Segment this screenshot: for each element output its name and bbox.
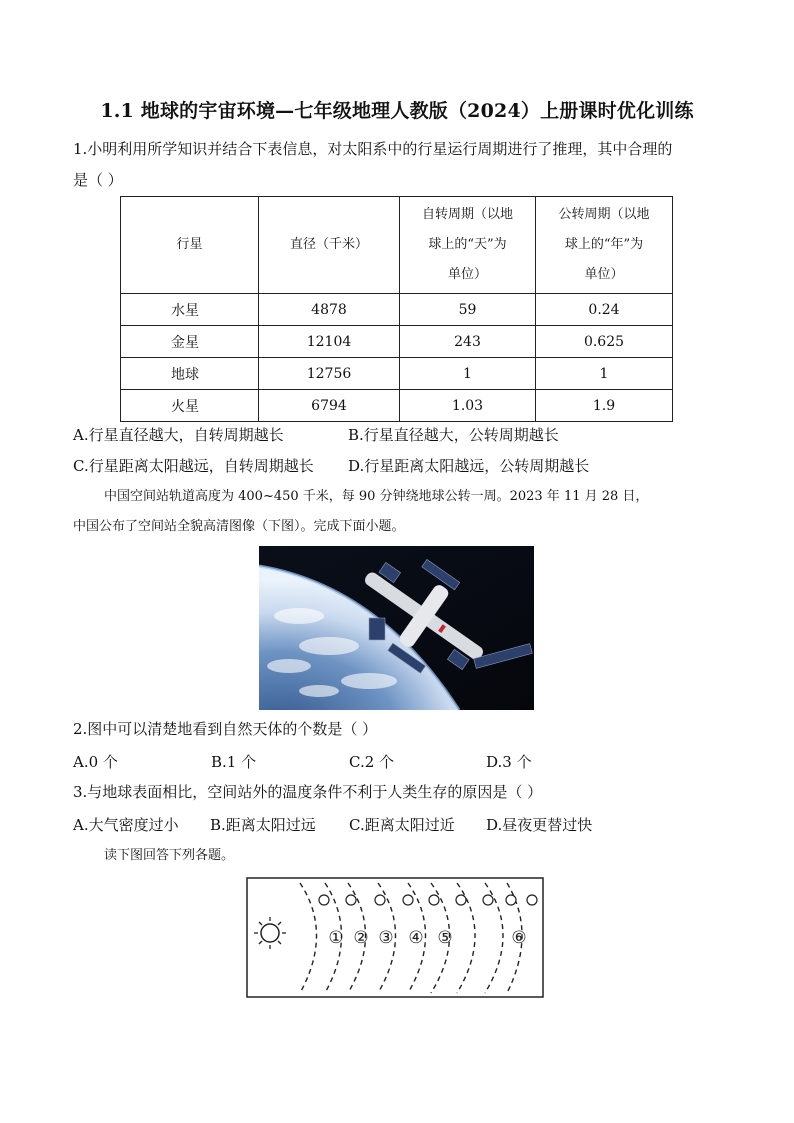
cell-name: 金星 [121, 326, 259, 358]
cell-diameter: 12756 [259, 358, 400, 390]
cell-name: 火星 [121, 390, 259, 422]
cell-rotation: 59 [400, 294, 536, 326]
space-station-illustration [259, 546, 534, 710]
q2-option-d: D.3 个 [486, 753, 532, 771]
cell-diameter: 4878 [259, 294, 400, 326]
planet-label-5: ⑤ [437, 928, 453, 948]
cell-revolution: 0.24 [536, 294, 673, 326]
table-row [121, 294, 673, 326]
cell-diameter: 6794 [259, 390, 400, 422]
q1-option-b: B.行星直径越大，公转周期越长 [348, 426, 559, 444]
q2-option-c: C.2 个 [349, 753, 395, 771]
planet-label-6: ⑥ [511, 928, 527, 948]
q3-option-d: D.昼夜更替过快 [486, 816, 593, 834]
cell-rotation: 1 [400, 358, 536, 390]
passage1-line2: 中国公布了空间站全貌高清图像（下图）。完成下面小题。 [73, 519, 405, 534]
planet-table [120, 196, 673, 422]
q1-stem-line2: 是（ ） [73, 171, 123, 189]
q3-option-a: A.大气密度过小 [73, 816, 179, 834]
q2-stem: 2.图中可以清楚地看到自然天体的个数是（ ） [73, 720, 378, 738]
cell-revolution: 1.9 [536, 390, 673, 422]
header-rotation: 自转周期（以地 球上的“天”为 单位） [400, 197, 536, 294]
q1-option-a: A.行星直径越大，自转周期越长 [73, 426, 284, 444]
table-row [121, 390, 673, 422]
cell-rotation: 243 [400, 326, 536, 358]
planet-label-2: ② [353, 928, 369, 948]
q2-option-a: A.0 个 [73, 753, 118, 771]
planet-label-1: ① [328, 928, 344, 948]
solar-system-diagram [245, 875, 545, 1000]
page-title: 1.1 地球的宇宙环境—七年级地理人教版（2024）上册课时优化训练 [100, 100, 694, 122]
q1-option-c: C.行星距离太阳越远，自转周期越长 [73, 457, 314, 475]
table-row [121, 326, 673, 358]
passage1-line1: 中国空间站轨道高度为 400~450 千米，每 90 分钟绕地球公转一周。2023 年 11 月 28 日， [104, 489, 649, 504]
header-revolution: 公转周期（以地 球上的“年”为 单位） [536, 197, 673, 294]
space-station-photo [259, 546, 534, 710]
q2-option-b: B.1 个 [211, 753, 257, 771]
cell-name: 水星 [121, 294, 259, 326]
q3-option-b: B.距离太阳过远 [210, 816, 316, 834]
cell-name: 地球 [121, 358, 259, 390]
q3-stem: 3.与地球表面相比，空间站外的温度条件不利于人类生存的原因是（ ） [73, 783, 543, 801]
planet-label-4: ④ [408, 928, 424, 948]
q1-option-d: D.行星距离太阳越远，公转周期越长 [348, 457, 590, 475]
table-row [121, 358, 673, 390]
q1-stem-line1: 1.小明利用所学知识并结合下表信息，对太阳系中的行星运行周期进行了推理，其中合理的 [73, 140, 673, 158]
header-planet: 行星 [121, 197, 259, 294]
cell-diameter: 12104 [259, 326, 400, 358]
cell-revolution: 1 [536, 358, 673, 390]
q3-option-c: C.距离太阳过近 [349, 816, 455, 834]
cell-revolution: 0.625 [536, 326, 673, 358]
header-diameter: 直径（千米） [259, 197, 400, 294]
table-header-row [121, 197, 673, 294]
cell-rotation: 1.03 [400, 390, 536, 422]
planet-label-3: ③ [378, 928, 394, 948]
passage2-line1: 读下图回答下列各题。 [104, 848, 235, 863]
